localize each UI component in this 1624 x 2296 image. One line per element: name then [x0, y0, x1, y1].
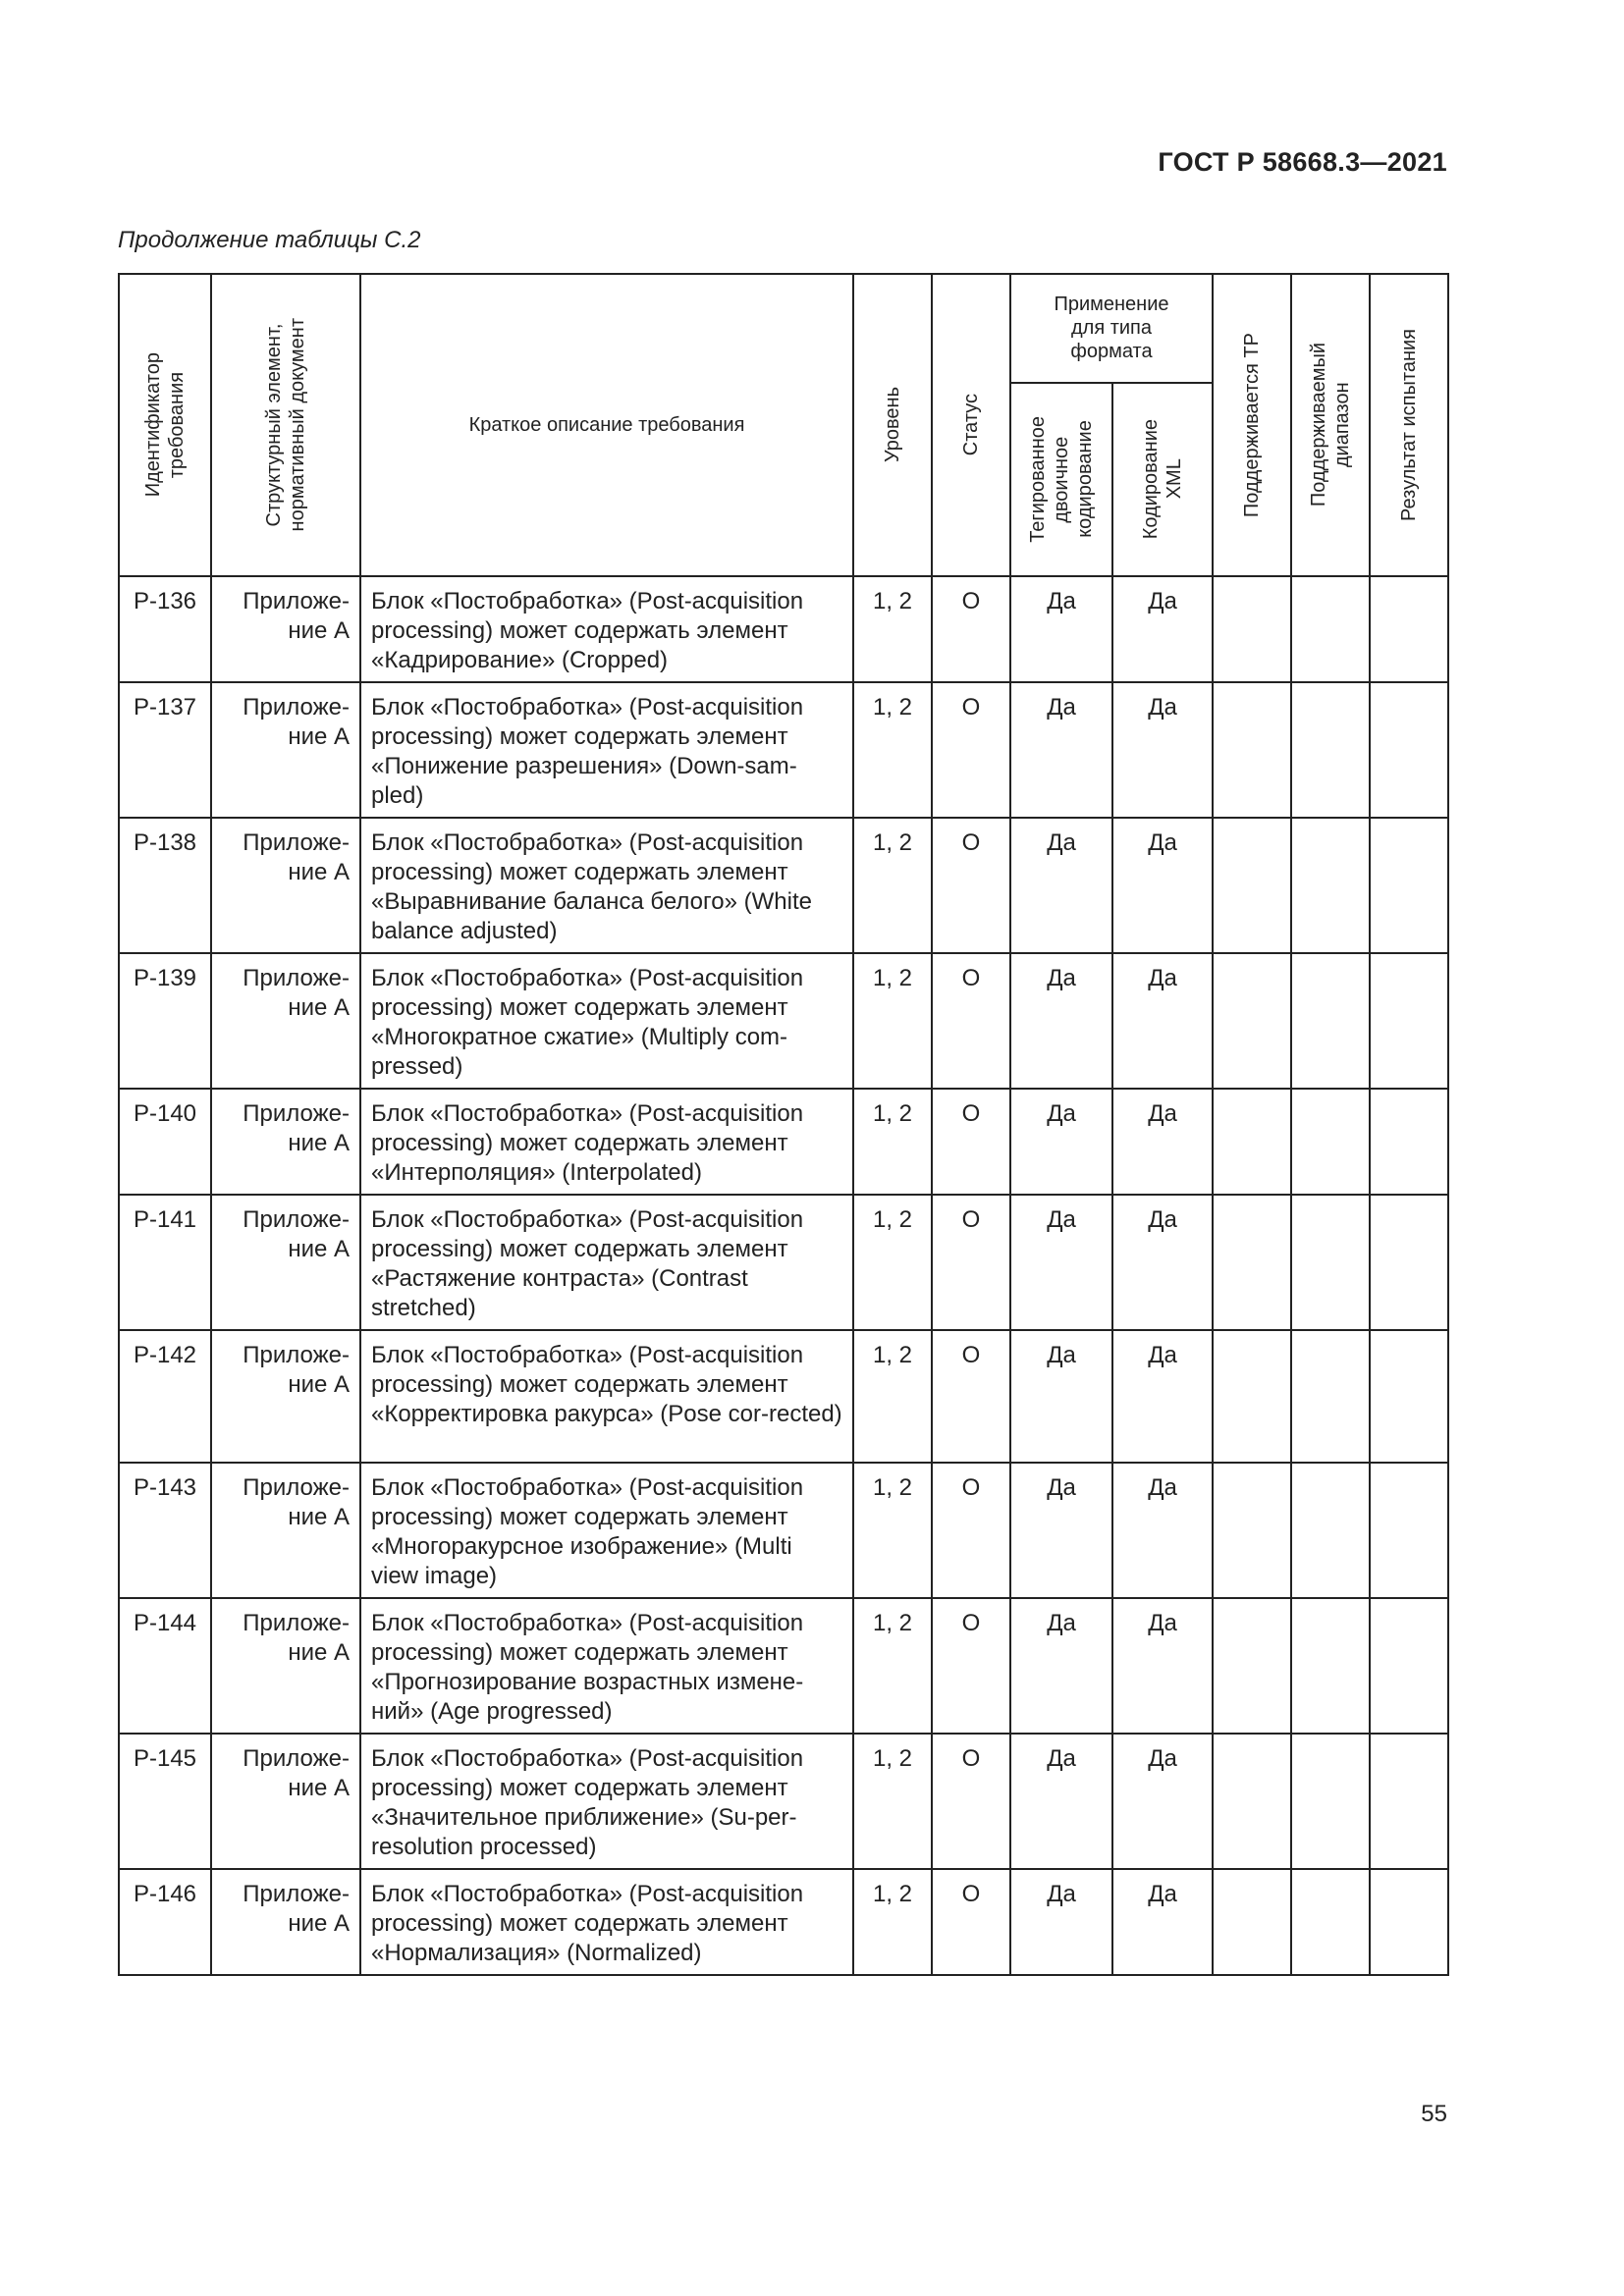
cell-description: Блок «Постобработка» (Post-acquisition processing) может содержать элемент «Выравнивание баланса белого» (White balance adjusted) [360, 818, 853, 953]
cell-doc: Приложе- ние А [211, 1734, 360, 1869]
header-xml: Кодирование XML [1112, 383, 1213, 576]
cell-binary: Да [1010, 1598, 1112, 1734]
table-row [119, 682, 1448, 818]
cell-id: P-144 [119, 1598, 211, 1734]
cell-id: P-145 [119, 1734, 211, 1869]
cell-range [1291, 1463, 1370, 1598]
cell-xml: Да [1112, 1195, 1213, 1330]
cell-result [1370, 576, 1448, 682]
cell-supported [1213, 576, 1291, 682]
cell-status: O [932, 818, 1010, 953]
cell-description: Блок «Постобработка» (Post-acquisition processing) может содержать элемент «Корректировка ракурса» (Pose cor-rected) [360, 1330, 853, 1463]
table-row [119, 1195, 1448, 1330]
table-row [119, 1330, 1448, 1463]
cell-range [1291, 953, 1370, 1089]
header-id: Идентификатор требования [119, 274, 211, 576]
cell-level: 1, 2 [853, 1330, 932, 1463]
cell-supported [1213, 1598, 1291, 1734]
cell-doc: Приложе- ние А [211, 1463, 360, 1598]
cell-status: O [932, 1089, 1010, 1195]
cell-xml: Да [1112, 818, 1213, 953]
cell-binary: Да [1010, 682, 1112, 818]
cell-supported [1213, 1734, 1291, 1869]
cell-range [1291, 1869, 1370, 1975]
cell-doc: Приложе- ние А [211, 1330, 360, 1463]
cell-xml: Да [1112, 1734, 1213, 1869]
cell-binary: Да [1010, 576, 1112, 682]
cell-binary: Да [1010, 953, 1112, 1089]
cell-doc: Приложе- ние А [211, 953, 360, 1089]
cell-id: P-146 [119, 1869, 211, 1975]
cell-range [1291, 1089, 1370, 1195]
cell-description: Блок «Постобработка» (Post-acquisition processing) может содержать элемент «Многократное сжатие» (Multiply com-pressed) [360, 953, 853, 1089]
cell-result [1370, 1869, 1448, 1975]
cell-binary: Да [1010, 1734, 1112, 1869]
header-binary: Тегированное двоичное кодирование [1010, 383, 1112, 576]
cell-supported [1213, 1195, 1291, 1330]
cell-result [1370, 1463, 1448, 1598]
table-caption: Продолжение таблицы С.2 [118, 227, 421, 253]
cell-doc: Приложе- ние А [211, 682, 360, 818]
cell-description: Блок «Постобработка» (Post-acquisition processing) может содержать элемент «Значительное приближение» (Su-per-resolution processed) [360, 1734, 853, 1869]
cell-level: 1, 2 [853, 818, 932, 953]
cell-result [1370, 1195, 1448, 1330]
cell-id: P-138 [119, 818, 211, 953]
cell-level: 1, 2 [853, 1598, 932, 1734]
cell-range [1291, 818, 1370, 953]
header-supported: Поддерживается ТР [1213, 274, 1291, 576]
cell-id: P-140 [119, 1089, 211, 1195]
header-description: Краткое описание требования [360, 274, 853, 576]
cell-supported [1213, 1869, 1291, 1975]
cell-range [1291, 1598, 1370, 1734]
cell-result [1370, 1598, 1448, 1734]
cell-id: P-137 [119, 682, 211, 818]
header-range: Поддерживаемый диапазон [1291, 274, 1370, 576]
cell-xml: Да [1112, 682, 1213, 818]
cell-level: 1, 2 [853, 1089, 932, 1195]
cell-result [1370, 682, 1448, 818]
cell-level: 1, 2 [853, 1463, 932, 1598]
cell-status: O [932, 1330, 1010, 1463]
table-row [119, 953, 1448, 1089]
cell-xml: Да [1112, 953, 1213, 1089]
cell-status: O [932, 682, 1010, 818]
table-row [119, 818, 1448, 953]
header-status: Статус [932, 274, 1010, 576]
cell-xml: Да [1112, 576, 1213, 682]
cell-range [1291, 682, 1370, 818]
cell-id: P-136 [119, 576, 211, 682]
cell-doc: Приложе- ние А [211, 1869, 360, 1975]
header-applicability: Применение для типа формата [1010, 274, 1213, 383]
page-number: 55 [1421, 2101, 1447, 2127]
cell-doc: Приложе- ние А [211, 1089, 360, 1195]
cell-level: 1, 2 [853, 1869, 932, 1975]
cell-xml: Да [1112, 1598, 1213, 1734]
cell-doc: Приложе- ние А [211, 576, 360, 682]
cell-supported [1213, 953, 1291, 1089]
cell-description: Блок «Постобработка» (Post-acquisition processing) может содержать элемент «Интерполяция» (Interpolated) [360, 1089, 853, 1195]
cell-description: Блок «Постобработка» (Post-acquisition processing) может содержать элемент «Растяжение контраста» (Contrast stretched) [360, 1195, 853, 1330]
cell-level: 1, 2 [853, 953, 932, 1089]
cell-range [1291, 1330, 1370, 1463]
cell-binary: Да [1010, 1330, 1112, 1463]
header-result: Результат испытания [1370, 274, 1448, 576]
table-row [119, 1869, 1448, 1975]
cell-description: Блок «Постобработка» (Post-acquisition processing) может содержать элемент «Понижение разрешения» (Down-sam-pled) [360, 682, 853, 818]
cell-status: O [932, 1463, 1010, 1598]
cell-id: P-139 [119, 953, 211, 1089]
cell-range [1291, 1195, 1370, 1330]
cell-status: O [932, 953, 1010, 1089]
cell-binary: Да [1010, 1463, 1112, 1598]
cell-supported [1213, 1463, 1291, 1598]
cell-description: Блок «Постобработка» (Post-acquisition processing) может содержать элемент «Нормализация» (Normalized) [360, 1869, 853, 1975]
cell-binary: Да [1010, 818, 1112, 953]
cell-supported [1213, 818, 1291, 953]
cell-result [1370, 818, 1448, 953]
cell-binary: Да [1010, 1869, 1112, 1975]
cell-doc: Приложе- ние А [211, 1195, 360, 1330]
cell-status: O [932, 1869, 1010, 1975]
table-row [119, 1734, 1448, 1869]
cell-description: Блок «Постобработка» (Post-acquisition processing) может содержать элемент «Кадрирование» (Cropped) [360, 576, 853, 682]
cell-id: P-143 [119, 1463, 211, 1598]
cell-result [1370, 1089, 1448, 1195]
table-row [119, 1463, 1448, 1598]
cell-supported [1213, 1089, 1291, 1195]
cell-status: O [932, 1734, 1010, 1869]
cell-binary: Да [1010, 1089, 1112, 1195]
header-doc: Структурный элемент, нормативный документ [211, 274, 360, 576]
table-row [119, 1598, 1448, 1734]
cell-level: 1, 2 [853, 1195, 932, 1330]
cell-doc: Приложе- ние А [211, 818, 360, 953]
document-code: ГОСТ Р 58668.3—2021 [1158, 147, 1447, 177]
cell-binary: Да [1010, 1195, 1112, 1330]
cell-xml: Да [1112, 1463, 1213, 1598]
cell-doc: Приложе- ние А [211, 1598, 360, 1734]
cell-range [1291, 576, 1370, 682]
cell-level: 1, 2 [853, 576, 932, 682]
cell-status: O [932, 576, 1010, 682]
cell-result [1370, 1734, 1448, 1869]
table-row [119, 1089, 1448, 1195]
cell-supported [1213, 682, 1291, 818]
cell-xml: Да [1112, 1330, 1213, 1463]
cell-result [1370, 1330, 1448, 1463]
cell-range [1291, 1734, 1370, 1869]
cell-status: O [932, 1598, 1010, 1734]
cell-result [1370, 953, 1448, 1089]
table-row [119, 576, 1448, 682]
cell-id: P-141 [119, 1195, 211, 1330]
cell-level: 1, 2 [853, 1734, 932, 1869]
cell-supported [1213, 1330, 1291, 1463]
cell-level: 1, 2 [853, 682, 932, 818]
cell-description: Блок «Постобработка» (Post-acquisition processing) может содержать элемент «Многоракурсное изображение» (Multi view image) [360, 1463, 853, 1598]
cell-xml: Да [1112, 1089, 1213, 1195]
cell-xml: Да [1112, 1869, 1213, 1975]
requirements-table [118, 273, 1449, 1976]
header-level: Уровень [853, 274, 932, 576]
cell-status: O [932, 1195, 1010, 1330]
cell-description: Блок «Постобработка» (Post-acquisition processing) может содержать элемент «Прогнозирование возрастных измене-ний» (Age progressed) [360, 1598, 853, 1734]
cell-id: P-142 [119, 1330, 211, 1463]
